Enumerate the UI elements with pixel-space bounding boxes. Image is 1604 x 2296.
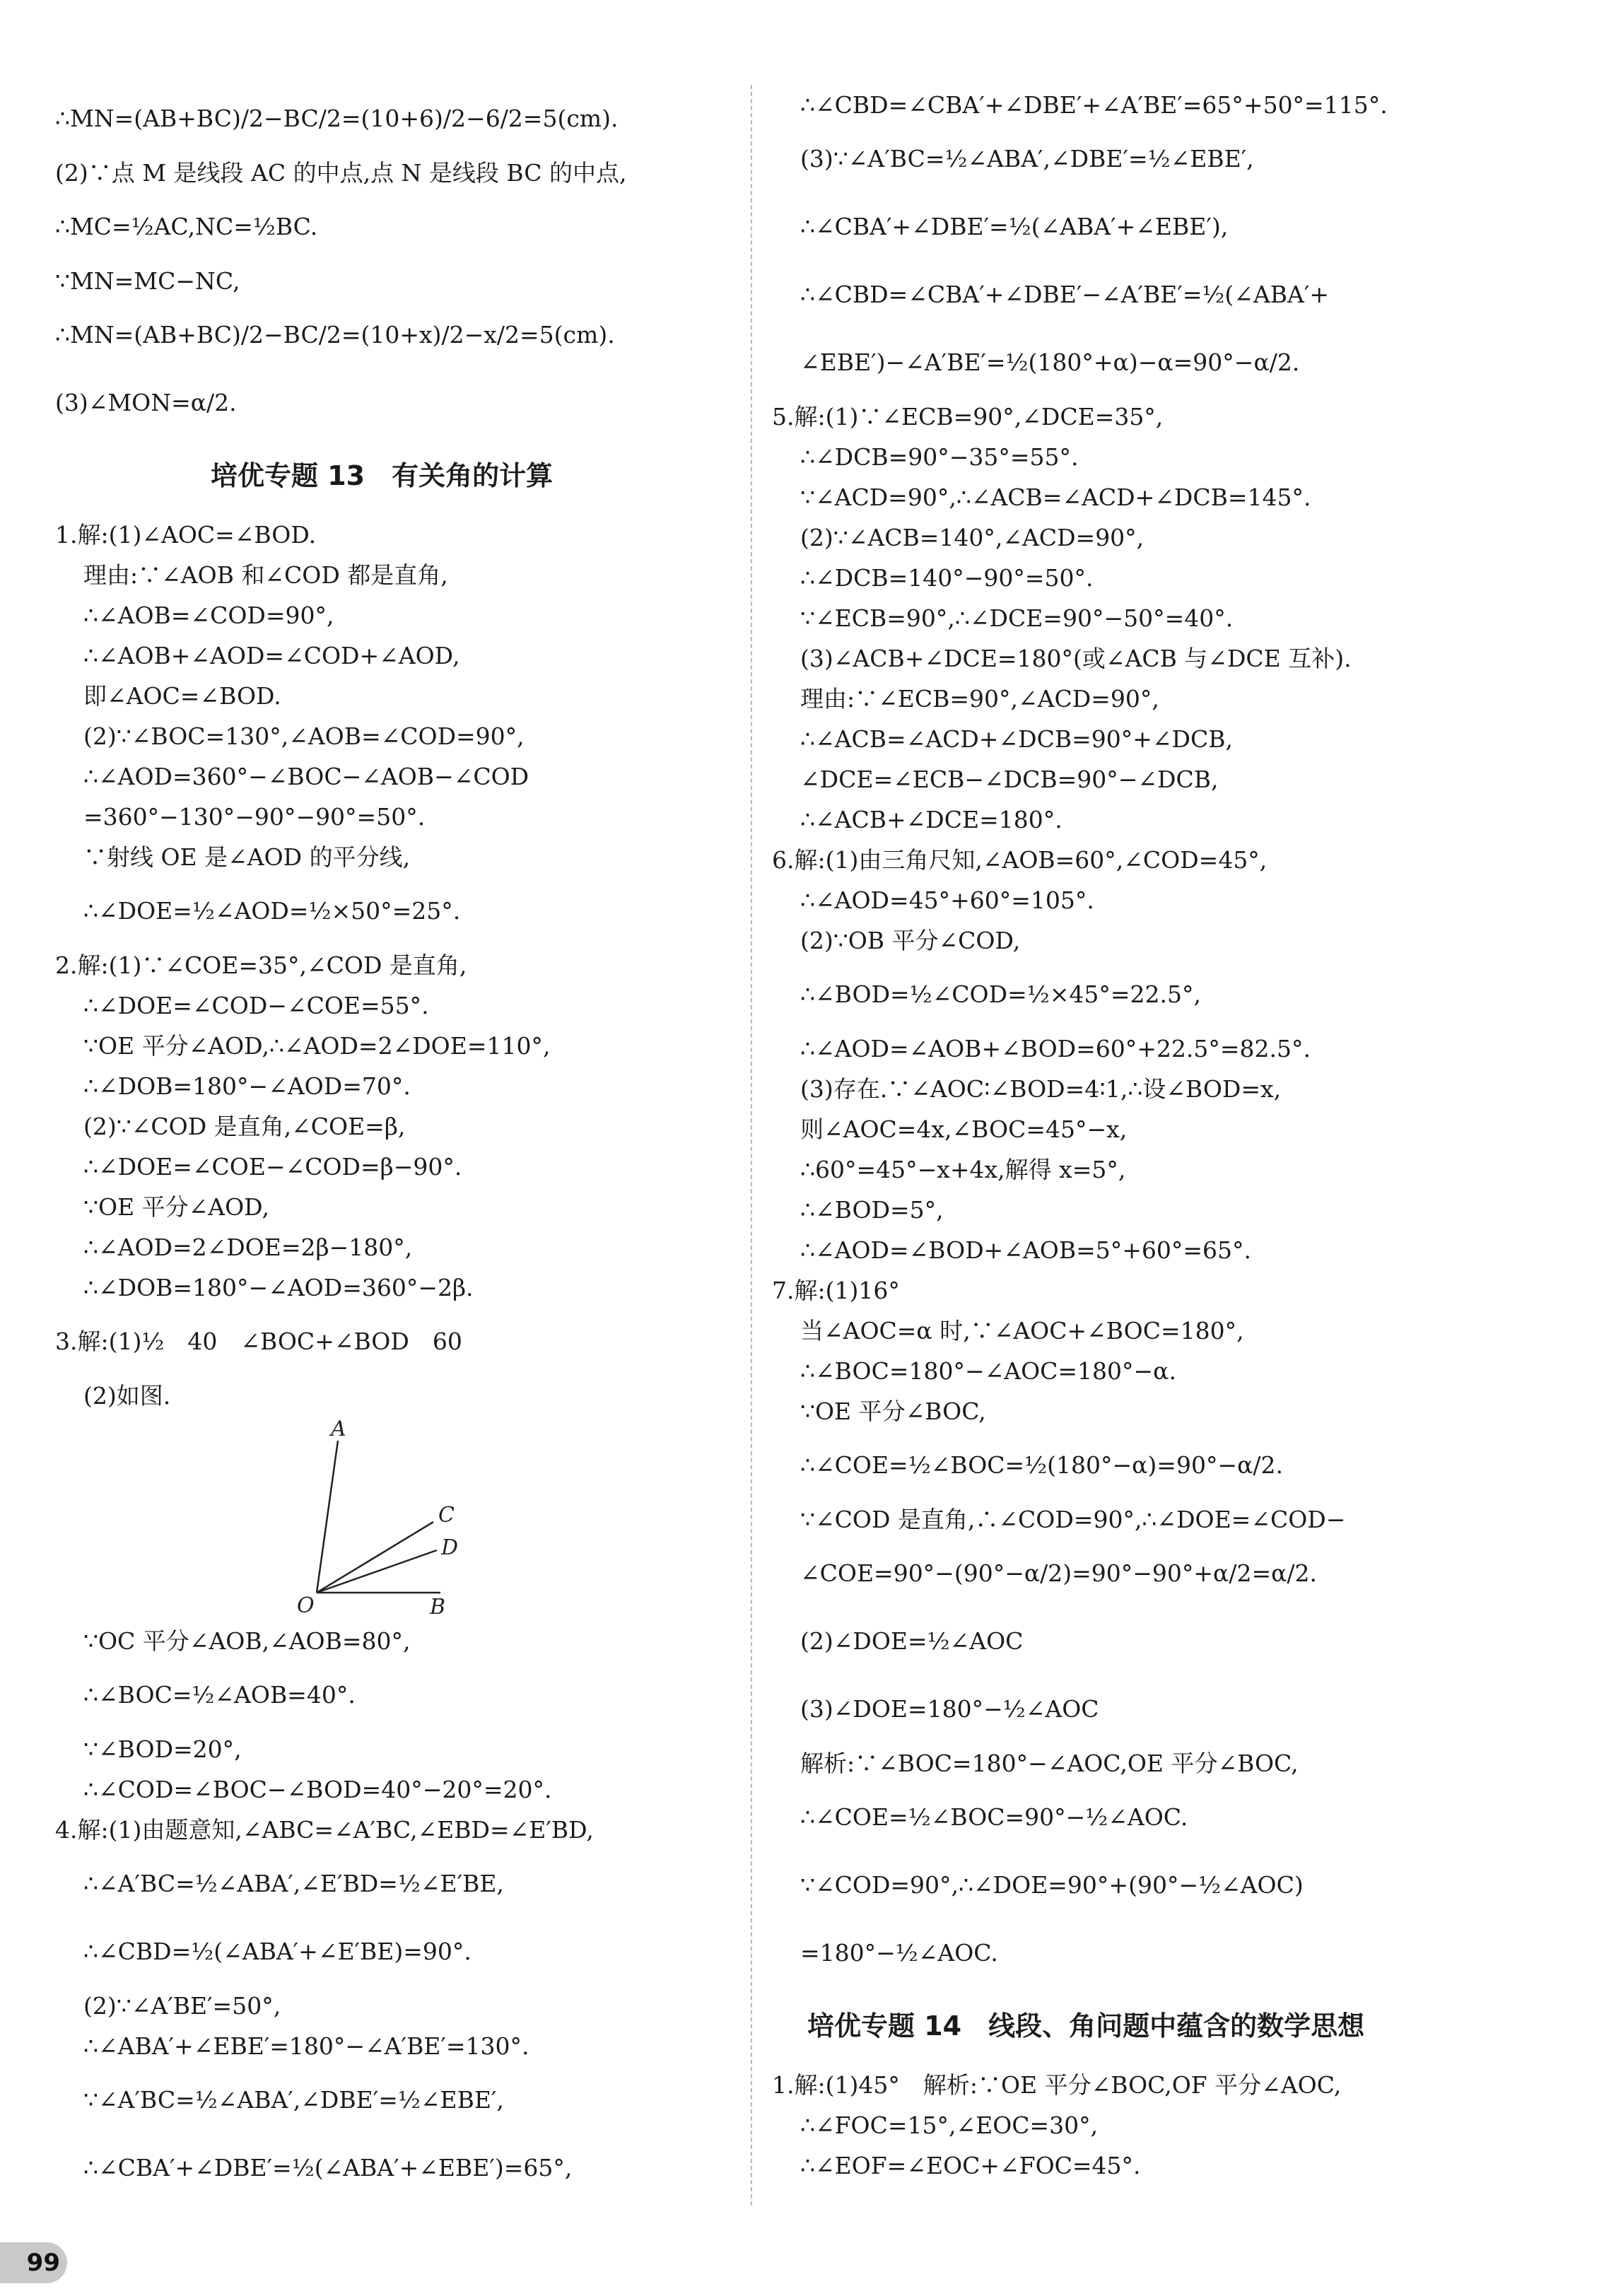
text-line: 即∠AOC=∠BOD.	[83, 682, 281, 710]
label-c: C	[438, 1503, 455, 1528]
text-line: ∴∠CBA′+∠DBE′=½(∠ABA′+∠EBE′)=65°,	[83, 2154, 573, 2181]
text-line: ∵OE 平分∠AOD,	[83, 1193, 269, 1221]
text-line: ∴∠CBA′+∠DBE′=½(∠ABA′+∠EBE′),	[800, 213, 1229, 240]
text-line: (3)∠DOE=180°−½∠AOC	[800, 1695, 1099, 1723]
text-line: 7.解:(1)16°	[772, 1277, 900, 1304]
angle-diagram	[288, 1416, 458, 1614]
text-line: 则∠AOC=4x,∠BOC=45°−x,	[800, 1115, 1128, 1143]
text-line: ∴∠ACB=∠ACD+∠DCB=90°+∠DCB,	[800, 725, 1233, 753]
text-line: ∴∠BOD=½∠COD=½×45°=22.5°,	[800, 980, 1201, 1008]
text-line: ∴∠DOB=180°−∠AOD=360°−2β.	[83, 1274, 474, 1301]
text-line: (3)∠MON=α/2.	[55, 389, 237, 416]
text-line: ∠EBE′)−∠A′BE′=½(180°+α)−α=90°−α/2.	[800, 348, 1300, 376]
text-line: ∴∠FOC=15°,∠EOC=30°,	[800, 2112, 1099, 2139]
text-line: =180°−½∠AOC.	[800, 1939, 998, 1967]
text-line: ∵∠COD 是直角,∴∠COD=90°,∴∠DOE=∠COD−	[800, 1506, 1346, 1533]
text-line: ∴∠AOD=360°−∠BOC−∠AOB−∠COD	[83, 763, 529, 790]
text-line: ∴∠BOC=½∠AOB=40°.	[83, 1681, 356, 1709]
text-line: ∴∠DOE=∠COD−∠COE=55°.	[83, 992, 429, 1019]
text-line: 当∠AOC=α 时,∵∠AOC+∠BOC=180°,	[800, 1317, 1244, 1345]
text-line: ∵∠A′BC=½∠ABA′,∠DBE′=½∠EBE′,	[83, 2086, 504, 2114]
text-line: 3.解:(1)½ 40 ∠BOC+∠BOD 60	[55, 1328, 462, 1355]
text-line: ∴∠AOD=∠AOB+∠BOD=60°+22.5°=82.5°.	[800, 1035, 1311, 1062]
text-line: ∵∠ECB=90°,∴∠DCE=90°−50°=40°.	[800, 604, 1234, 632]
text-line: 1.解:(1)45° 解析:∵OE 平分∠BOC,OF 平分∠AOC,	[772, 2071, 1342, 2099]
text-line: (3)∠ACB+∠DCE=180°(或∠ACB 与∠DCE 互补).	[800, 645, 1352, 672]
text-line: ∴MN=(AB+BC)/2−BC/2=(10+x)/2−x/2=5(cm).	[55, 321, 615, 348]
text-line: =360°−130°−90°−90°=50°.	[83, 803, 426, 831]
text-line: ∴∠AOD=45°+60°=105°.	[800, 886, 1094, 914]
text-line: ∴∠DOB=180°−∠AOD=70°.	[83, 1072, 411, 1100]
text-line: (2)∵点 M 是线段 AC 的中点,点 N 是线段 BC 的中点,	[55, 159, 627, 187]
text-line: ∴∠DCB=140°−90°=50°.	[800, 564, 1094, 592]
text-line: ∵OC 平分∠AOB,∠AOB=80°,	[83, 1627, 411, 1655]
text-line: ∠DCE=∠ECB−∠DCB=90°−∠DCB,	[800, 766, 1219, 793]
text-line: ∵∠COD=90°,∴∠DOE=90°+(90°−½∠AOC)	[800, 1871, 1304, 1899]
text-line: (3)存在.∵∠AOC∶∠BOD=4∶1,∴设∠BOD=x,	[800, 1075, 1282, 1103]
text-line: ∵MN=MC−NC,	[55, 267, 240, 295]
text-line: ∵OE 平分∠BOC,	[800, 1398, 986, 1425]
text-line: ∴∠CBD=½(∠ABA′+∠E′BE)=90°.	[83, 1938, 472, 1965]
angle-figure	[55, 1416, 734, 1621]
text-line: (2)∵∠ACB=140°,∠ACD=90°,	[800, 524, 1145, 551]
text-line: ∴∠BOD=5°,	[800, 1196, 944, 1224]
text-line: ∴∠ABA′+∠EBE′=180°−∠A′BE′=130°.	[83, 2032, 529, 2060]
text-line: ∴MC=½AC,NC=½BC.	[55, 213, 318, 240]
text-line: ∴∠AOB+∠AOD=∠COD+∠AOD,	[83, 642, 460, 669]
label-a: A	[331, 1417, 346, 1441]
text-line: ∴∠BOC=180°−∠AOC=180°−α.	[800, 1357, 1176, 1385]
text-line: 2.解:(1)∵∠COE=35°,∠COD 是直角,	[55, 951, 467, 979]
text-line: ∴∠COE=½∠BOC=90°−½∠AOC.	[800, 1803, 1188, 1831]
section-heading-14: 培优专题 14 线段、角问题中蕴含的数学思想	[807, 2010, 1365, 2042]
left-column	[55, 85, 734, 2202]
column-divider	[751, 85, 752, 2206]
text-line: (2)∵∠COD 是直角,∠COE=β,	[83, 1113, 406, 1140]
text-line: ∴∠CBD=∠CBA′+∠DBE′−∠A′BE′=½(∠ABA′+	[800, 281, 1329, 308]
text-line: (3)∵∠A′BC=½∠ABA′,∠DBE′=½∠EBE′,	[800, 145, 1254, 172]
text-line: ∴∠ACB+∠DCE=180°.	[800, 806, 1062, 833]
text-line: 理由:∵∠AOB 和∠COD 都是直角,	[83, 561, 448, 589]
text-line: ∴∠COD=∠BOC−∠BOD=40°−20°=20°.	[83, 1776, 552, 1803]
page-number: 99	[0, 2242, 67, 2283]
text-line: 4.解:(1)由题意知,∠ABC=∠A′BC,∠EBD=∠E′BD,	[55, 1816, 594, 1844]
right-column	[772, 85, 1550, 2186]
text-line: (2)∠DOE=½∠AOC	[800, 1627, 1024, 1655]
text-line: ∴∠DOE=∠COE−∠COD=β−90°.	[83, 1153, 462, 1181]
text-line: ∠COE=90°−(90°−α/2)=90°−90°+α/2=α/2.	[800, 1559, 1317, 1587]
label-o: O	[297, 1593, 315, 1614]
text-line: 5.解:(1)∵∠ECB=90°,∠DCE=35°,	[772, 403, 1164, 430]
text-line: ∴MN=(AB+BC)/2−BC/2=(10+6)/2−6/2=5(cm).	[55, 105, 619, 132]
text-line: 理由:∵∠ECB=90°,∠ACD=90°,	[800, 685, 1159, 713]
text-line: ∴∠DCB=90°−35°=55°.	[800, 443, 1079, 471]
text-line: ∴60°=45°−x+4x,解得 x=5°,	[800, 1156, 1126, 1183]
text-line: (2)∵∠BOC=130°,∠AOB=∠COD=90°,	[83, 722, 525, 750]
text-line: ∴∠CBD=∠CBA′+∠DBE′+∠A′BE′=65°+50°=115°.	[800, 91, 1388, 119]
text-line: 6.解:(1)由三角尺知,∠AOB=60°,∠COD=45°,	[772, 846, 1268, 874]
text-line: (2)如图.	[83, 1382, 171, 1410]
text-line: ∴∠COE=½∠BOC=½(180°−α)=90°−α/2.	[800, 1451, 1283, 1479]
ray-oa	[317, 1441, 338, 1593]
text-line: 1.解:(1)∠AOC=∠BOD.	[55, 521, 317, 549]
text-line: ∴∠A′BC=½∠ABA′,∠E′BD=½∠E′BE,	[83, 1870, 504, 1897]
text-line: ∵∠ACD=90°,∴∠ACB=∠ACD+∠DCB=145°.	[800, 484, 1311, 511]
text-line: ∴∠AOD=2∠DOE=2β−180°,	[83, 1234, 413, 1261]
text-line: (2)∵∠A′BE′=50°,	[83, 1992, 281, 2020]
text-line: ∴∠AOB=∠COD=90°,	[83, 602, 334, 629]
section-heading-13: 培优专题 13 有关角的计算	[211, 460, 554, 491]
text-line: ∵∠BOD=20°,	[83, 1735, 242, 1763]
text-line: ∴∠DOE=½∠AOD=½×50°=25°.	[83, 897, 461, 925]
text-line: 解析:∵∠BOC=180°−∠AOC,OE 平分∠BOC,	[800, 1750, 1299, 1777]
text-line: ∵射线 OE 是∠AOD 的平分线,	[83, 843, 411, 871]
text-line: (2)∵OB 平分∠COD,	[800, 927, 1021, 954]
label-d: D	[441, 1535, 458, 1560]
label-b: B	[430, 1595, 446, 1614]
text-line: ∴∠EOF=∠EOC+∠FOC=45°.	[800, 2152, 1141, 2179]
text-line: ∴∠AOD=∠BOD+∠AOB=5°+60°=65°.	[800, 1236, 1252, 1264]
text-line: ∵OE 平分∠AOD,∴∠AOD=2∠DOE=110°,	[83, 1032, 551, 1060]
